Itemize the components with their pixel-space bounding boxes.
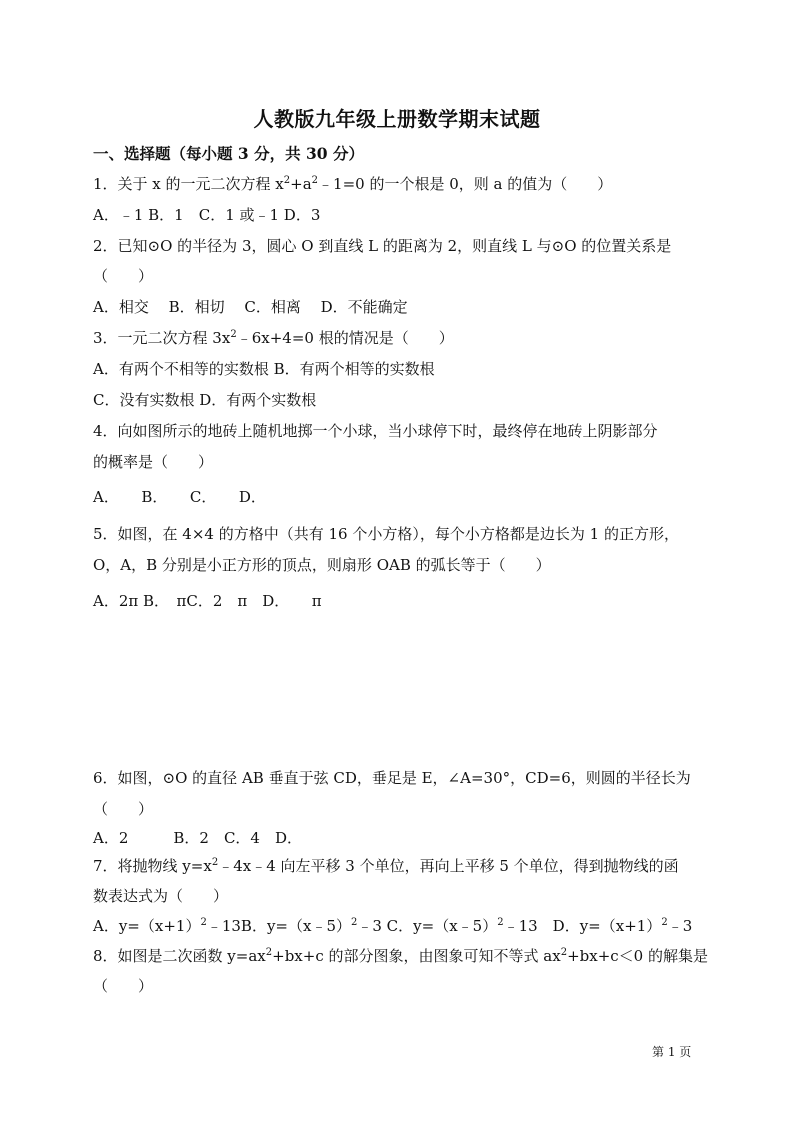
section-heading: 一、选择题（每小题 3 分，共 30 分） [93, 144, 364, 163]
question-8-text-c: +bx+c＜0 的解集是 [567, 947, 708, 965]
question-4-line-2: 的概率是（ ） [93, 453, 214, 471]
superscript: 2 [230, 329, 237, 340]
question-3 [93, 328, 454, 348]
question-1-options: A．﹣1 B．1 C．1 或﹣1 D．3 [93, 206, 321, 224]
question-8 [93, 946, 708, 966]
question-4-options: A． B． C． D． [93, 488, 266, 506]
superscript: 2 [661, 917, 668, 928]
question-1-text-b: +a [290, 175, 312, 193]
option-b: ﹣13B．y=（x﹣5） [206, 917, 351, 935]
question-7 [93, 856, 679, 876]
question-3-options-ab: A．有两个不相等的实数根 B．有两个相等的实数根 [93, 360, 435, 378]
page-number: 第 1 页 [652, 1045, 692, 1059]
superscript: 2 [497, 917, 504, 928]
question-2-options: A．相交 B．相切 C．相离 D．不能确定 [93, 298, 408, 316]
question-6: 6．如图，⊙O 的直径 AB 垂直于弦 CD，垂足是 E，∠A=30°，CD=6，则圆的半径长为 [93, 769, 691, 787]
question-2-blank: （ ） [93, 267, 154, 285]
question-3-text-b: ﹣6x+4=0 根的情况是（ ） [236, 329, 454, 347]
question-5: 5．如图，在 4×4 的方格中（共有 16 个小方格），每个小方格都是边长为 1 的正方形， [93, 525, 679, 543]
question-2: 2．已知⊙O 的半径为 3，圆心 O 到直线 L 的距离为 2，则直线 L 与⊙O 的位置关系是 [93, 237, 672, 255]
superscript: 2 [283, 175, 291, 186]
question-6-options: A．2 B．2 C．4 D． [93, 829, 302, 847]
page-title: 人教版九年级上册数学期末试题 [253, 107, 541, 131]
superscript: 2 [560, 947, 568, 958]
question-8-blank: （ ） [93, 977, 154, 995]
question-6-blank: （ ） [93, 800, 154, 818]
option-d: ﹣13 D．y=（x+1） [503, 917, 662, 935]
superscript: 2 [265, 947, 273, 958]
option-d-tail: ﹣3 [667, 917, 693, 935]
question-8-text-a: 8．如图是二次函数 y=ax [93, 947, 266, 965]
superscript: 2 [350, 917, 358, 928]
question-8-text-b: +bx+c 的部分图象，由图象可知不等式 ax [272, 947, 561, 965]
question-7-text-b: ﹣4x﹣4 向左平移 3 个单位，再向上平移 5 个单位，得到抛物线的函 [218, 857, 679, 875]
question-1-text-a: 1．关于 x 的一元二次方程 x [93, 175, 284, 193]
question-1 [93, 174, 612, 194]
option-c: ﹣3 C．y=（x﹣5） [357, 917, 498, 935]
option-a: A．y=（x+1） [93, 917, 201, 935]
question-7-options [93, 916, 692, 936]
question-5-options: A．2π B． πC．2 π D． π [93, 592, 322, 610]
question-3-text-a: 3．一元二次方程 3x [93, 329, 231, 347]
question-7-line-2: 数表达式为（ ） [93, 887, 229, 905]
question-3-options-cd: C．没有实数根 D．有两个实数根 [93, 391, 317, 409]
superscript: 2 [200, 917, 207, 928]
question-4: 4．向如图所示的地砖上随机地掷一个小球，当小球停下时，最终停在地砖上阴影部分 [93, 422, 658, 440]
question-1-text-c: ﹣1=0 的一个根是 0，则 a 的值为（ ） [318, 175, 613, 193]
question-7-text-a: 7．将抛物线 y=x [93, 857, 212, 875]
question-5-line-2: O，A，B 分别是小正方形的顶点，则扇形 OAB 的弧长等于（ ） [93, 556, 551, 574]
superscript: 2 [311, 175, 319, 186]
superscript: 2 [211, 857, 219, 868]
